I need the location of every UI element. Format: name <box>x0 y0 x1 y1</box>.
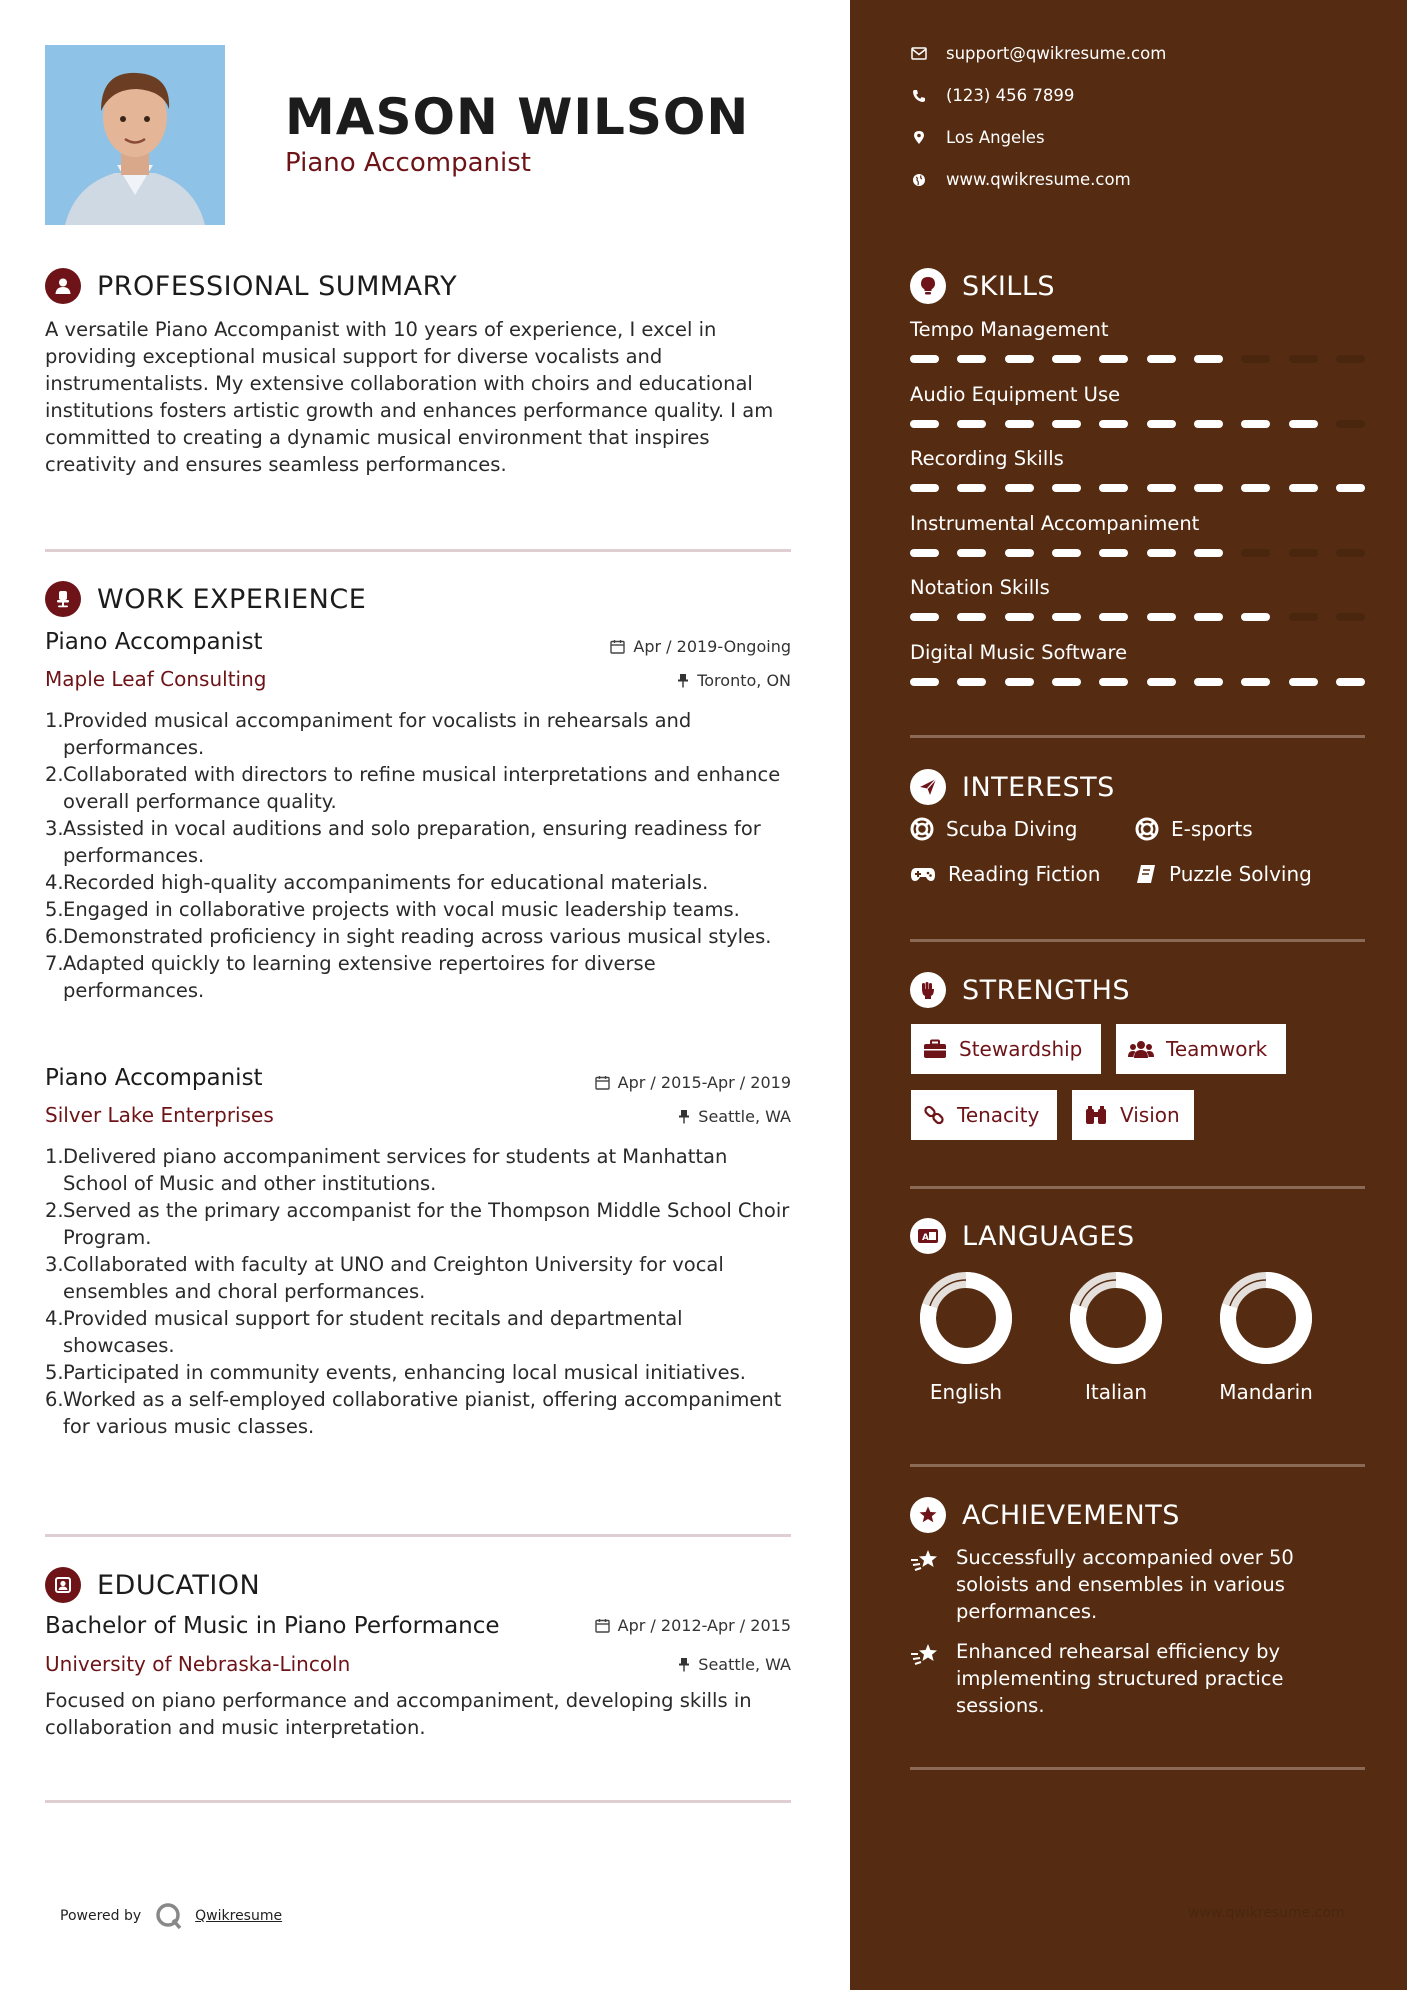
book-icon <box>1135 863 1157 885</box>
divider <box>910 939 1365 942</box>
link-icon <box>923 1104 945 1126</box>
strength-label: Vision <box>1120 1103 1180 1127</box>
job-location <box>677 671 791 690</box>
skill-dash <box>1052 355 1081 363</box>
skill-dash <box>910 484 939 492</box>
skill-dash <box>1052 549 1081 557</box>
powered-by <box>60 1902 282 1930</box>
skill-rating <box>910 549 1365 557</box>
interest-label: Reading Fiction <box>948 862 1101 886</box>
achievement-text: Enhanced rehearsal efficiency by implementing structured practice sessions. <box>956 1640 1284 1717</box>
divider <box>910 735 1365 738</box>
skill-name: Tempo Management <box>910 318 1109 341</box>
phone-icon <box>910 89 928 103</box>
user-icon <box>45 268 81 304</box>
skill-dash <box>1052 420 1081 428</box>
school-name: University of Nebraska-Lincoln <box>45 1652 351 1676</box>
pin-icon <box>678 1657 690 1672</box>
skill-dash <box>1336 549 1365 557</box>
job-company: Silver Lake Enterprises <box>45 1103 274 1127</box>
skill-dash <box>1336 484 1365 492</box>
shooting-star-icon <box>910 1642 940 1719</box>
briefcase-icon <box>923 1039 947 1059</box>
language-proficiency-ring <box>1068 1270 1164 1366</box>
lightbulb-icon <box>910 268 946 304</box>
skill-dash <box>1194 613 1223 621</box>
powered-by-label: Powered by <box>60 1908 142 1924</box>
paper-plane-icon <box>910 769 946 805</box>
life-ring-icon <box>910 817 934 841</box>
life-ring-icon <box>1135 817 1159 841</box>
education-dates <box>595 1616 791 1635</box>
job-title: Piano Accompanist <box>45 1065 263 1091</box>
interest-item <box>910 862 1100 886</box>
list-item: 5. Participated in community events, enhancing local musical initiatives. <box>45 1361 746 1384</box>
skill-rating <box>910 355 1365 363</box>
achievement-text: Successfully accompanied over 50 soloists and ensembles in various performances. <box>956 1546 1294 1623</box>
job-dates <box>610 637 791 656</box>
skill-rating <box>910 484 1365 492</box>
calendar-icon <box>610 639 625 654</box>
achievements-heading <box>910 1497 1180 1533</box>
skill-dash <box>1194 355 1223 363</box>
skill-dash <box>1336 355 1365 363</box>
contact-phone-text: (123) 456 7899 <box>946 86 1075 105</box>
skills-title: SKILLS <box>962 270 1056 302</box>
list-item: 2. Collaborated with directors to refine musical interpretations and enhance overall performance quality. <box>45 763 781 813</box>
job-location-text: Toronto, ON <box>697 671 791 690</box>
language-proficiency-ring <box>918 1270 1014 1366</box>
degree-title: Bachelor of Music in Piano Performance <box>45 1613 500 1639</box>
education-location-text: Seattle, WA <box>698 1655 791 1674</box>
graduate-icon <box>45 1567 81 1603</box>
skill-name: Audio Equipment Use <box>910 382 1121 406</box>
skill-dash <box>957 613 986 621</box>
skill-dash <box>910 613 939 621</box>
skill-name: Recording Skills <box>910 447 1064 470</box>
list-item: 6. Worked as a self-employed collaborative pianist, offering accompaniment for various music classes. <box>45 1388 782 1438</box>
skill-dash <box>1099 613 1128 621</box>
job-dates <box>595 1073 791 1092</box>
skill-dash <box>1099 549 1128 557</box>
skills-heading <box>910 268 1055 304</box>
calendar-icon <box>595 1075 610 1090</box>
list-item: 1. Provided musical accompaniment for vocalists in rehearsals and performances. <box>45 709 692 759</box>
skill-dash <box>1052 613 1081 621</box>
language-proficiency-ring <box>1218 1270 1314 1366</box>
skill-dash <box>1147 678 1176 686</box>
education-location <box>678 1655 791 1674</box>
skill-dash <box>1241 355 1270 363</box>
list-item: 3. Collaborated with faculty at UNO and Creighton University for vocal ensembles and choral performances. <box>45 1253 724 1303</box>
skill-dash <box>1194 678 1223 686</box>
language-item <box>911 1270 1021 1404</box>
interest-item <box>1135 817 1253 841</box>
globe-icon <box>910 173 928 187</box>
language-item <box>1061 1270 1171 1404</box>
achievement-item <box>910 1544 1350 1625</box>
qwikresume-logo-icon <box>155 1902 183 1930</box>
list-item: 5. Engaged in collaborative projects with vocal music leadership teams. <box>45 898 740 921</box>
languages-heading <box>910 1218 1135 1254</box>
skill-dash <box>1241 484 1270 492</box>
skill-dash <box>1194 484 1223 492</box>
divider <box>45 549 791 552</box>
skill-dash <box>1336 678 1365 686</box>
job-responsibilities <box>45 1143 795 1440</box>
interest-label: Scuba Diving <box>946 817 1078 841</box>
skill-dash <box>1147 420 1176 428</box>
job-responsibilities <box>45 707 795 1004</box>
skill-name: Instrumental Accompaniment <box>910 511 1200 535</box>
skill-dash <box>1099 678 1128 686</box>
qwikresume-link[interactable]: Qwikresume <box>195 1908 283 1924</box>
skill-dash <box>1336 420 1365 428</box>
skill-dash <box>1336 613 1365 621</box>
interests-title: INTERESTS <box>962 771 1115 803</box>
skill-dash <box>1052 484 1081 492</box>
strength-label: Teamwork <box>1166 1037 1268 1061</box>
skill-dash <box>1289 355 1318 363</box>
contact-location-text: Los Angeles <box>946 128 1045 147</box>
achievements-title: ACHIEVEMENTS <box>962 1499 1180 1531</box>
divider <box>910 1767 1365 1770</box>
skill-dash <box>1005 355 1034 363</box>
skill-dash <box>957 484 986 492</box>
pin-icon <box>677 673 689 688</box>
skill-name: Digital Music Software <box>910 640 1128 664</box>
skill-dash <box>1099 355 1128 363</box>
list-item: 7. Adapted quickly to learning extensive repertoires for diverse performances. <box>45 952 656 1002</box>
language-icon <box>910 1218 946 1254</box>
education-dates-text: Apr / 2012-Apr / 2015 <box>617 1616 791 1635</box>
skill-dash <box>1099 484 1128 492</box>
contact-location <box>910 128 1045 147</box>
skill-dash <box>1241 549 1270 557</box>
candidate-name: MASON WILSON <box>285 88 750 146</box>
list-item: 2. Served as the primary accompanist for the Thompson Middle School Choir Program. <box>45 1199 790 1249</box>
skill-dash <box>957 355 986 363</box>
interests-heading <box>910 769 1115 805</box>
education-title: EDUCATION <box>97 1569 261 1601</box>
divider <box>910 1464 1365 1467</box>
skill-dash <box>1289 678 1318 686</box>
skill-dash <box>1147 613 1176 621</box>
strength-badge <box>911 1024 1101 1074</box>
skill-dash <box>1147 549 1176 557</box>
skill-dash <box>1052 678 1081 686</box>
skill-dash <box>1289 420 1318 428</box>
language-item <box>1211 1270 1321 1404</box>
experience-heading <box>45 581 366 617</box>
strength-badge <box>1116 1024 1286 1074</box>
skill-dash <box>957 549 986 557</box>
skill-dash <box>910 549 939 557</box>
skill-dash <box>910 678 939 686</box>
sidebar <box>850 0 1407 1990</box>
strengths-heading <box>910 972 1130 1008</box>
divider <box>45 1800 791 1803</box>
footer-url: www.qwikresume.com <box>1188 1905 1345 1921</box>
candidate-role: Piano Accompanist <box>285 148 531 178</box>
star-badge-icon <box>910 1497 946 1533</box>
interest-item <box>910 817 1077 841</box>
skill-dash <box>1005 484 1034 492</box>
skill-dash <box>1147 355 1176 363</box>
pin-icon <box>678 1109 690 1124</box>
contact-website[interactable] <box>910 170 1131 189</box>
envelope-icon <box>910 47 928 60</box>
summary-text: A versatile Piano Accompanist with 10 years of experience, I excel in providing exceptional musical support for diverse vocalists and instrumentalists. My extensive collaboration with choirs and educational institutions fosters artistic growth and enhances performance quality. I am committed to creating a dynamic musical environment that inspires creativity and ensures seamless performances. <box>45 318 774 476</box>
interest-item <box>1135 862 1312 886</box>
strength-label: Tenacity <box>957 1103 1040 1127</box>
job-location-text: Seattle, WA <box>698 1107 791 1126</box>
skill-dash <box>1241 420 1270 428</box>
skill-rating <box>910 613 1365 621</box>
skill-dash <box>1241 678 1270 686</box>
profile-photo <box>45 45 225 225</box>
skill-name: Notation Skills <box>910 576 1050 599</box>
skill-dash <box>910 420 939 428</box>
skill-rating <box>910 420 1365 428</box>
skill-dash <box>910 355 939 363</box>
list-item: 4. Provided musical support for student recitals and departmental showcases. <box>45 1307 683 1357</box>
divider <box>45 1534 791 1537</box>
binoculars-icon <box>1084 1105 1108 1125</box>
job-company: Maple Leaf Consulting <box>45 667 267 691</box>
skill-dash <box>1005 420 1034 428</box>
divider <box>910 1186 1365 1189</box>
skill-dash <box>1289 549 1318 557</box>
skill-dash <box>957 678 986 686</box>
strength-badge <box>1072 1090 1194 1140</box>
shooting-star-icon <box>910 1548 940 1625</box>
language-name: English <box>929 1380 1003 1404</box>
interest-label: Puzzle Solving <box>1169 862 1312 886</box>
achievement-item <box>910 1638 1350 1719</box>
language-name: Mandarin <box>1219 1380 1313 1404</box>
strength-badge <box>911 1090 1057 1140</box>
skill-dash <box>1194 420 1223 428</box>
experience-title: WORK EXPERIENCE <box>97 583 367 615</box>
list-item: 6. Demonstrated proficiency in sight reading across various musical styles. <box>45 925 772 948</box>
skill-dash <box>1099 420 1128 428</box>
office-chair-icon <box>45 581 81 617</box>
contact-phone[interactable] <box>910 86 1074 105</box>
skill-dash <box>1194 549 1223 557</box>
svg-text:A: A <box>922 1233 929 1243</box>
interest-label: E-sports <box>1171 817 1253 841</box>
calendar-icon <box>595 1618 610 1633</box>
list-item: 1. Delivered piano accompaniment services for students at Manhattan School of Music and other institutions. <box>45 1145 728 1195</box>
skill-dash <box>1005 678 1034 686</box>
strength-label: Stewardship <box>959 1037 1083 1061</box>
languages-title: LANGUAGES <box>962 1220 1135 1252</box>
job-location <box>678 1107 791 1126</box>
education-heading <box>45 1567 260 1603</box>
summary-title: PROFESSIONAL SUMMARY <box>97 270 458 302</box>
skill-dash <box>1241 613 1270 621</box>
skill-dash <box>1005 613 1034 621</box>
skill-dash <box>1289 484 1318 492</box>
contact-email[interactable] <box>910 44 1166 63</box>
strengths-title: STRENGTHS <box>962 974 1131 1006</box>
skill-dash <box>1289 613 1318 621</box>
language-name: Italian <box>1084 1380 1148 1404</box>
skill-rating <box>910 678 1365 686</box>
skill-dash <box>957 420 986 428</box>
list-item: 3. Assisted in vocal auditions and solo preparation, ensuring readiness for performances. <box>45 817 761 867</box>
skill-dash <box>1005 549 1034 557</box>
job-dates-text: Apr / 2019-Ongoing <box>633 637 791 656</box>
contact-email-text: support@qwikresume.com <box>946 44 1167 63</box>
fist-icon <box>910 972 946 1008</box>
users-icon <box>1128 1039 1154 1059</box>
education-description: Focused on piano performance and accompaniment, developing skills in collaboration and music interpretation. <box>45 1689 752 1739</box>
map-marker-icon <box>910 130 928 145</box>
skill-dash <box>1147 484 1176 492</box>
summary-heading <box>45 268 457 304</box>
contact-website-text: www.qwikresume.com <box>946 170 1131 189</box>
job-dates-text: Apr / 2015-Apr / 2019 <box>617 1073 791 1092</box>
list-item: 4. Recorded high-quality accompaniments for educational materials. <box>45 871 709 894</box>
job-title: Piano Accompanist <box>45 629 263 655</box>
gamepad-icon <box>910 865 936 883</box>
